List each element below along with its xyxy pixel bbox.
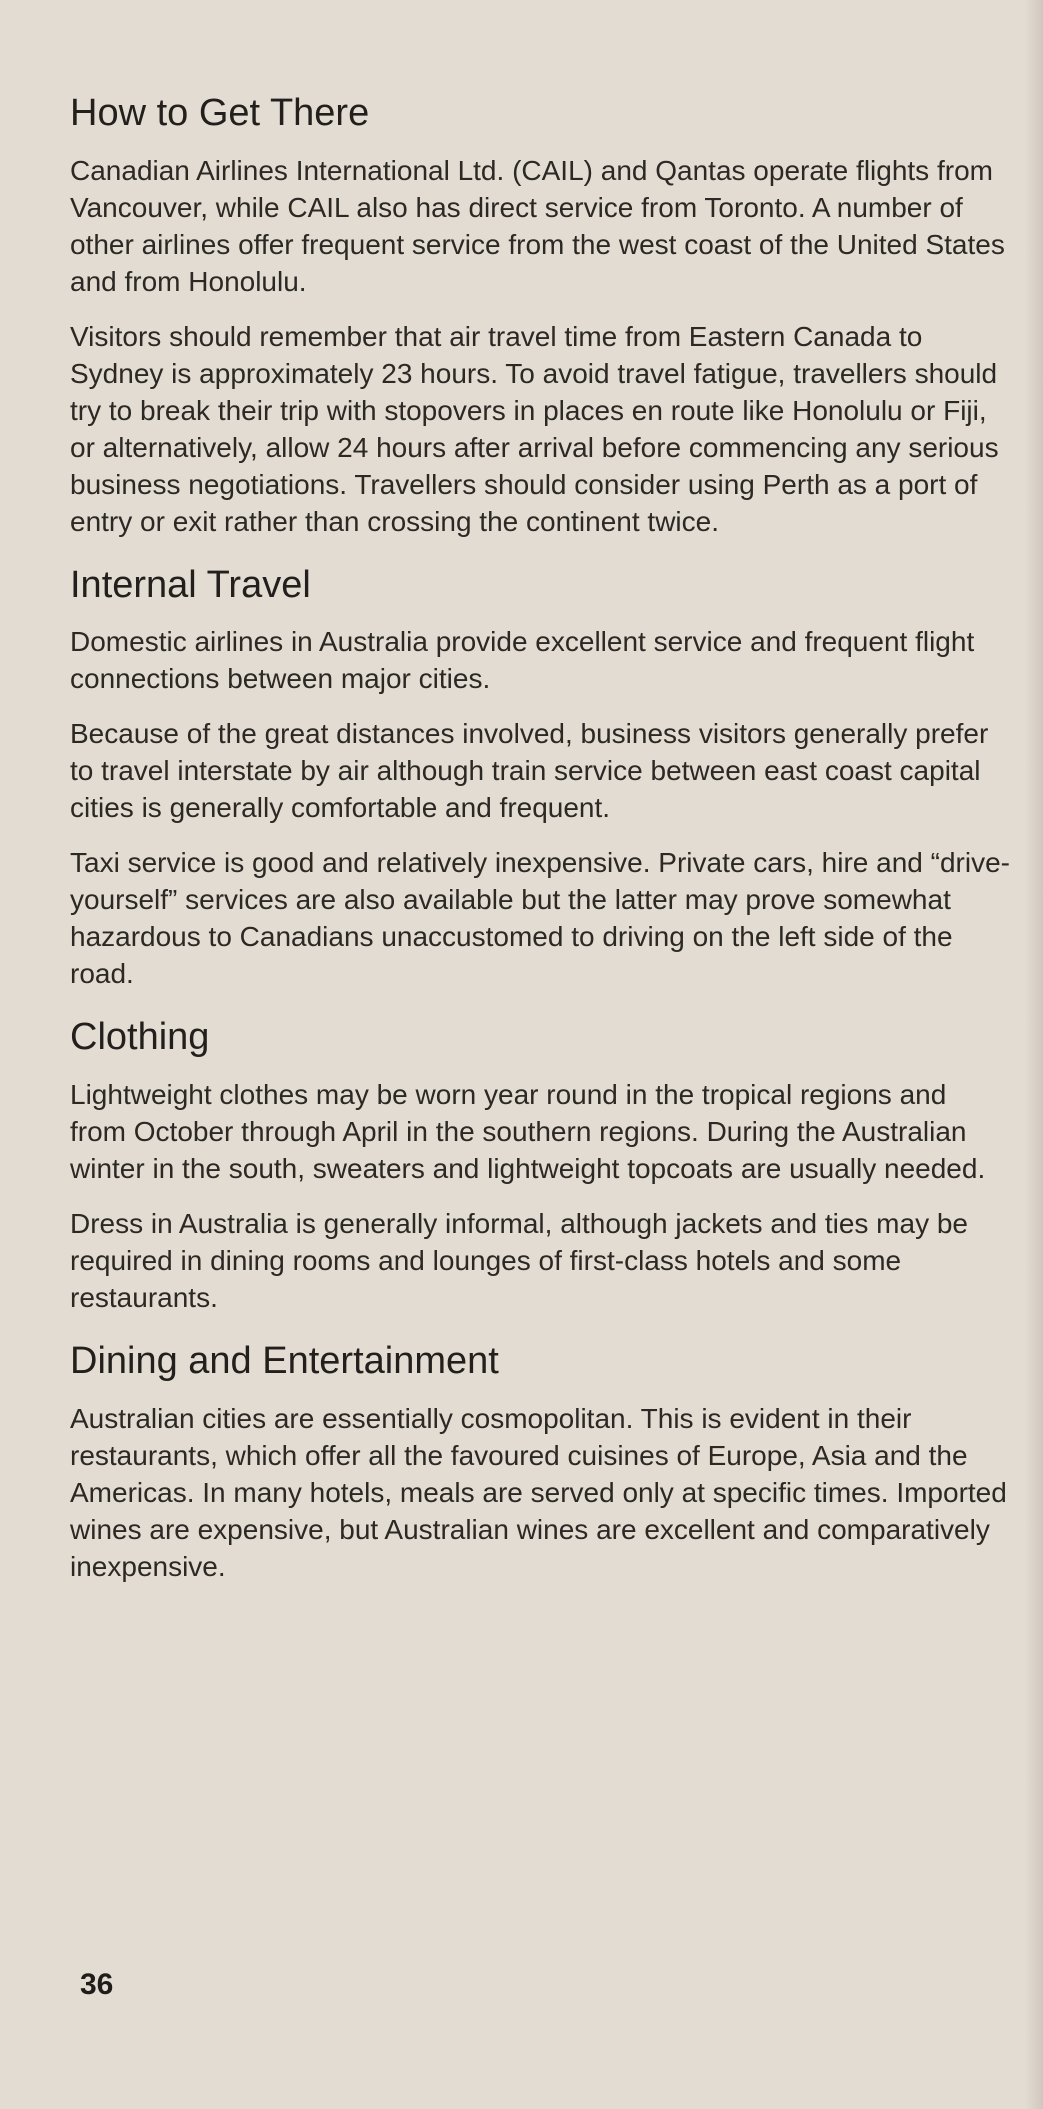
- paragraph: Taxi service is good and relatively inexpensive. Private cars, hire and “drive-yourself” services are also available but the latter may prove somewhat hazardous to Canadians unaccustomed to driving on the left side of the road.: [70, 847, 1010, 990]
- page-number: 36: [80, 1968, 114, 2001]
- paragraph: Because of the great distances involved, business visitors generally prefer to travel interstate by air although train service between east coast capital cities is generally comfortable and frequent.: [70, 718, 989, 824]
- paragraph: Dress in Australia is generally informal, although jackets and ties may be required in dining rooms and lounges of first-class hotels and some restaurants.: [70, 1208, 968, 1314]
- section-heading: Clothing: [70, 1016, 210, 1059]
- paragraph: Canadian Airlines International Ltd. (CAIL) and Qantas operate flights from Vancouver, while CAIL also has direct service from Toronto. A number of other airlines offer frequent service from the west coast of the United States and from Honolulu.: [70, 154, 1005, 297]
- paragraph: Visitors should remember that air travel time from Eastern Canada to Sydney is approximately 23 hours. To avoid travel fatigue, travellers should try to break their trip with stopovers in places en route like Honolulu or Fiji, or alternatively, allow 24 hours after arrival before commencing any serious business negotiations. Travellers should consider using Perth as a port of entry or exit rather than crossing the continent twice.: [70, 320, 999, 537]
- paragraph: Domestic airlines in Australia provide excellent service and frequent flight connections between major cities.: [70, 626, 975, 695]
- page-edge-shadow: [1025, 0, 1043, 2109]
- paragraph: Australian cities are essentially cosmopolitan. This is evident in their restaurants, which offer all the favoured cuisines of Europe, Asia and the Americas. In many hotels, meals are served only at specific times. Imported wines are expensive, but Australian wines are excellent and comparatively inexpensive.: [70, 1402, 1007, 1582]
- section-clothing: [70, 1016, 1010, 1316]
- paragraph: Lightweight clothes may be worn year round in the tropical regions and from October through April in the southern regions. During the Australian winter in the south, sweaters and lightweight topcoats are usually needed.: [70, 1079, 986, 1185]
- section-internal-travel: [70, 564, 1010, 993]
- section-heading: Internal Travel: [70, 563, 311, 606]
- section-how-to-get-there: [70, 92, 1010, 540]
- document-body: [70, 92, 1010, 1609]
- section-dining-and-entertainment: [70, 1340, 1010, 1585]
- section-heading: Dining and Entertainment: [70, 1340, 499, 1383]
- section-heading: How to Get There: [70, 92, 370, 134]
